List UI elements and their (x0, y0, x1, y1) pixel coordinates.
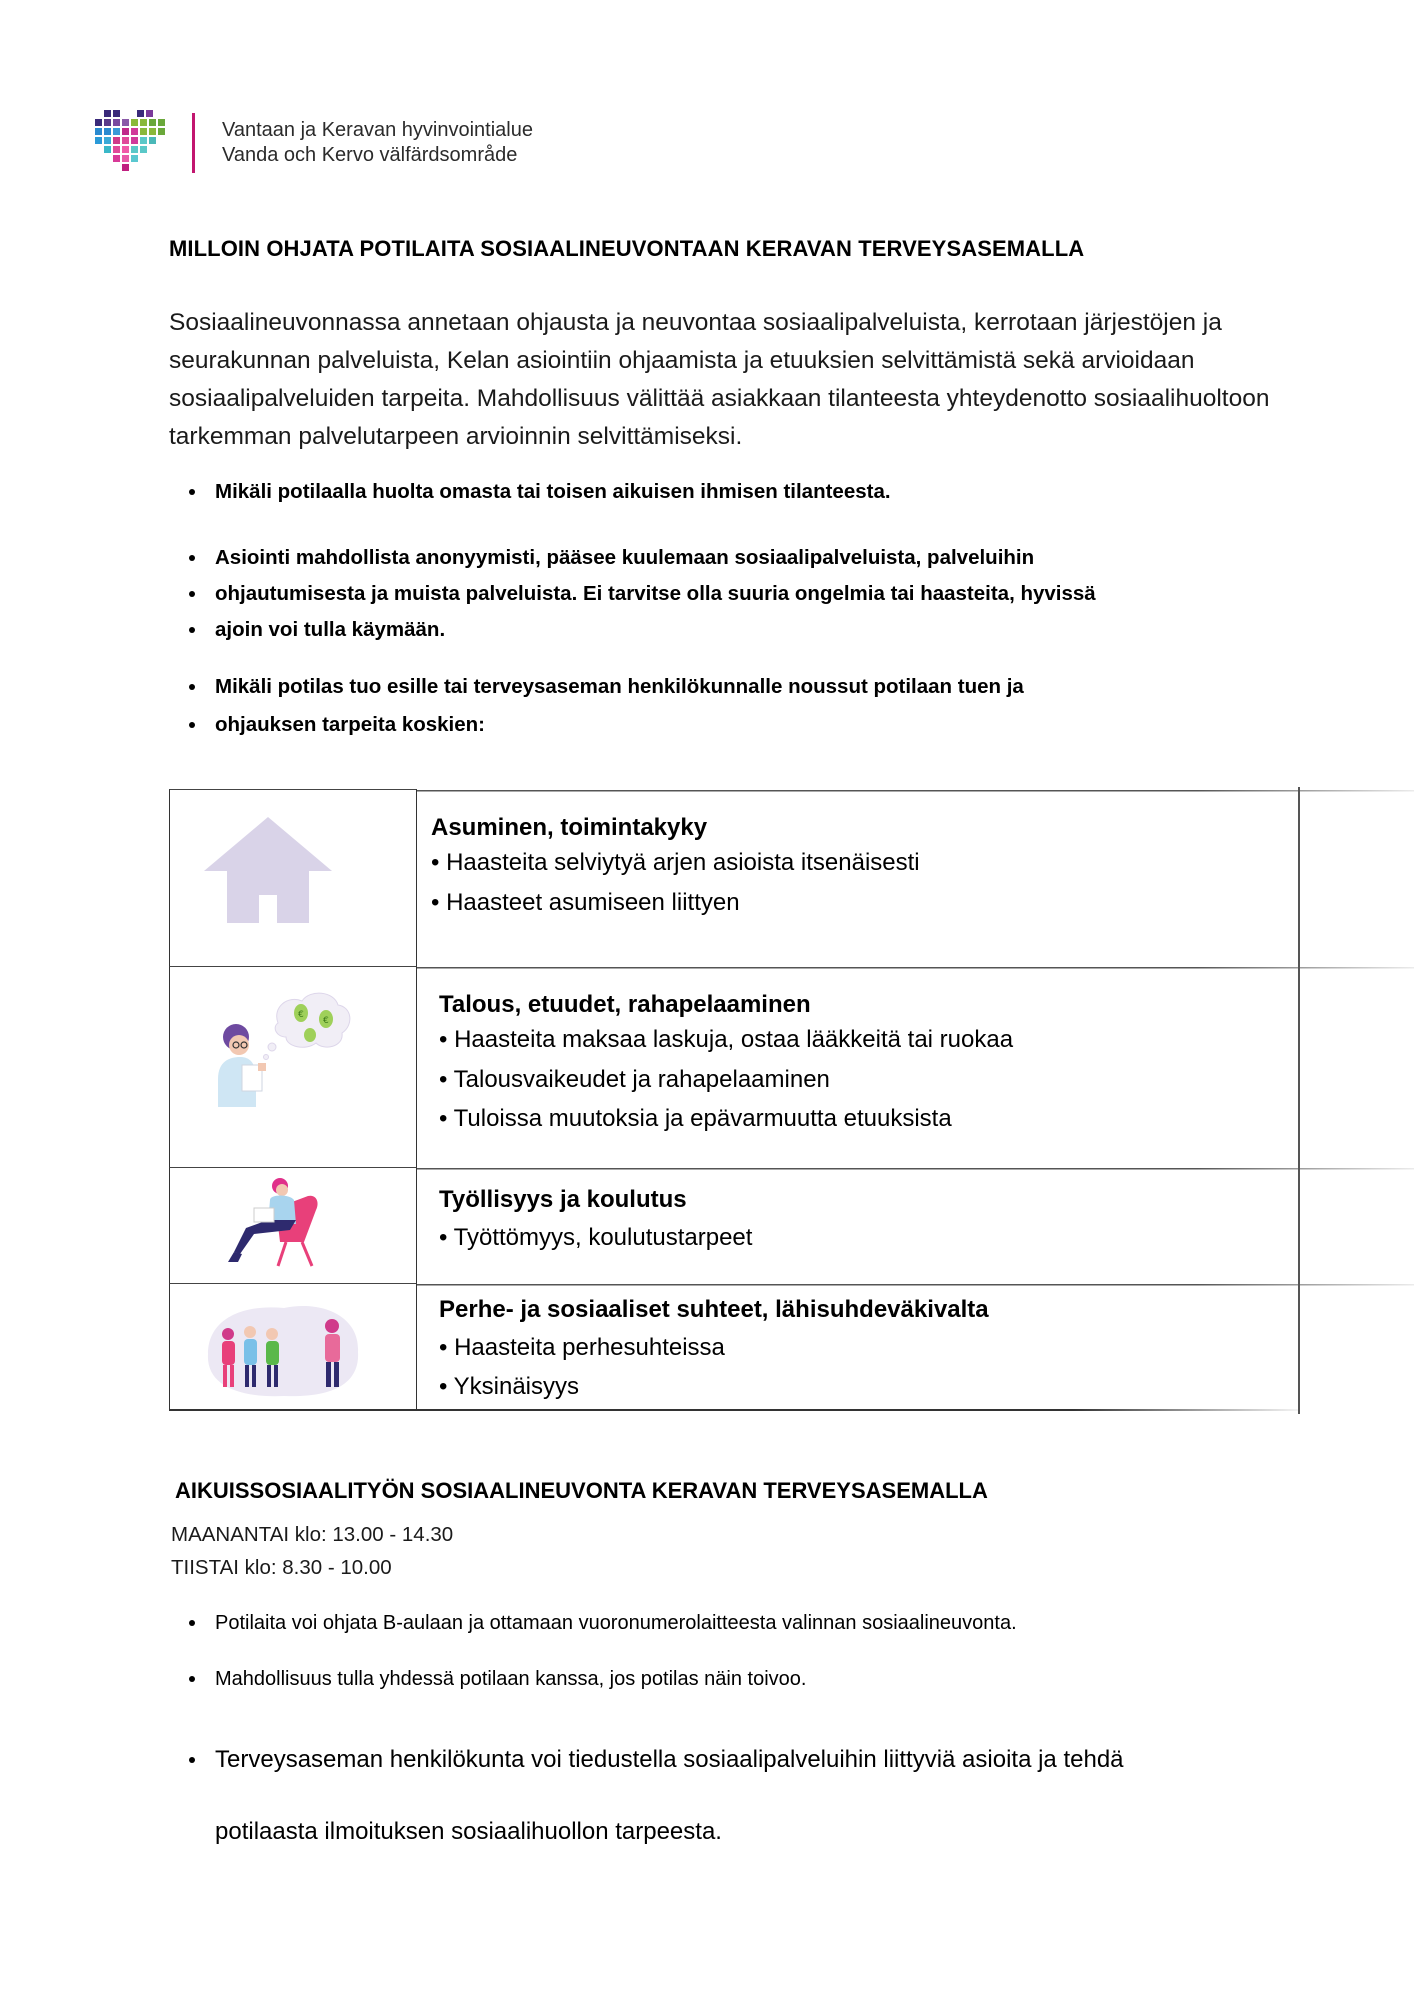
table-text-cell (417, 789, 1414, 966)
organization-name (222, 118, 533, 168)
org-name-finnish: Vantaan ja Keravan hyvinvointialue (222, 119, 533, 141)
table-row-housing (169, 789, 1299, 966)
bullet-list-anonymous (169, 543, 1096, 651)
money-thinking-person-icon (206, 985, 356, 1125)
category-item: • Haasteita perhesuhteissa (439, 1334, 725, 1361)
group-of-people-icon (204, 1294, 364, 1402)
list-item-line: potilaasta ilmoituksen sosiaalihuollon tarpeesta. (215, 1818, 722, 1845)
bullet-list-instructions (169, 1608, 1017, 1720)
table-right-border (1298, 787, 1300, 1414)
intro-paragraph: Sosiaalineuvonnassa annetaan ohjausta ja neuvontaa sosiaalipalveluista, kerrotaan järjestöjen ja seurakunnan palveluista, Kelan asiointiin ohjaamista ja etuuksien selvittämistä sekä arvioidaan sosiaalipalveluiden tarpeita. Mahdollisuus välittää asiakkaan tilanteesta yhteydenotto sosiaalihuoltoon tarkemman palvelutarpeen arvioinnin selvittämiseksi. (169, 309, 1270, 450)
category-item: • Tuloissa muutoksia ja epävarmuutta etuuksista (439, 1105, 952, 1132)
table-icon-cell (169, 1283, 417, 1409)
list-item: Mikäli potilas tuo esille tai terveysaseman henkilökunnalle noussut potilaan tuen ja (169, 672, 1024, 710)
list-item: ohjautumisesta ja muista palveluista. Ei tarvitse olla suuria ongelmia tai haasteita, hyvissä (169, 579, 1096, 615)
list-item: Mahdollisuus tulla yhdessä potilaan kanssa, jos potilas näin toivoo. (169, 1664, 1017, 1720)
table-text-cell (417, 1167, 1414, 1283)
list-item (169, 1724, 1319, 1868)
bullet-list-needs (169, 672, 1024, 748)
category-title: Talous, etuudet, rahapelaaminen (439, 991, 811, 1018)
bullet-list-concern (169, 477, 891, 507)
opening-hours-tuesday: TIISTAI klo: 8.30 - 10.00 (171, 1556, 392, 1579)
category-item: • Yksinäisyys (439, 1373, 580, 1400)
list-item-line: Terveysaseman henkilökunta voi tiedustella sosiaalipalveluihin liittyviä asioita ja tehdä (215, 1746, 1124, 1773)
section-title: AIKUISSOSIAALITYÖN SOSIAALINEUVONTA KERAVAN TERVEYSASEMALLA (175, 1478, 988, 1503)
table-icon-cell (169, 1167, 417, 1283)
logo-divider (192, 113, 195, 173)
category-title: Perhe- ja sosiaaliset suhteet, lähisuhdeväkivalta (439, 1296, 989, 1323)
house-icon (202, 815, 334, 923)
table-icon-cell (169, 966, 417, 1167)
category-title: Työllisyys ja koulutus (439, 1186, 687, 1213)
category-item: • Työttömyys, koulutustarpeet (439, 1224, 753, 1251)
opening-hours-monday: MAANANTAI klo: 13.00 - 14.30 (171, 1523, 454, 1546)
org-name-swedish: Vanda och Kervo välfärdsområde (222, 144, 518, 166)
category-item: • Haasteita selviytyä arjen asioista itsenäisesti (431, 849, 920, 876)
table-icon-cell (169, 789, 417, 966)
category-item: • Talousvaikeudet ja rahapelaaminen (439, 1066, 830, 1093)
list-item: ohjauksen tarpeita koskien: (169, 710, 1024, 748)
table-text-cell (417, 966, 1414, 1167)
table-row-employment (169, 1167, 1299, 1283)
bullet-list-staff (169, 1724, 1319, 1868)
page-title: MILLOIN OHJATA POTILAITA SOSIAALINEUVONTAAN KERAVAN TERVEYSASEMALLA (169, 236, 1085, 261)
list-item: Asiointi mahdollista anonyymisti, pääsee kuulemaan sosiaalipalveluista, palveluihin (169, 543, 1096, 579)
svg-text:€: € (323, 1016, 329, 1026)
table-row-finance (169, 966, 1299, 1167)
list-item: ajoin voi tulla käymään. (169, 615, 1096, 651)
table-bottom-border (169, 1409, 1299, 1411)
table-text-cell (417, 1283, 1414, 1409)
person-in-chair-icon (224, 1170, 334, 1270)
needs-table (169, 789, 1299, 1411)
svg-text:€: € (298, 1010, 304, 1020)
category-item: • Haasteita maksaa laskuja, ostaa lääkkeitä tai ruokaa (439, 1026, 1014, 1053)
table-row-family (169, 1283, 1299, 1409)
list-item: Potilaita voi ohjata B-aulaan ja ottamaan vuoronumerolaitteesta valinnan sosiaalineuvonta. (169, 1608, 1017, 1664)
list-item: Mikäli potilaalla huolta omasta tai toisen aikuisen ihmisen tilanteesta. (169, 477, 891, 507)
category-title: Asuminen, toimintakyky (431, 814, 708, 841)
org-logo (92, 110, 166, 176)
category-item: • Haasteet asumiseen liittyen (431, 889, 740, 916)
pixel-heart-logo-icon (92, 110, 166, 176)
